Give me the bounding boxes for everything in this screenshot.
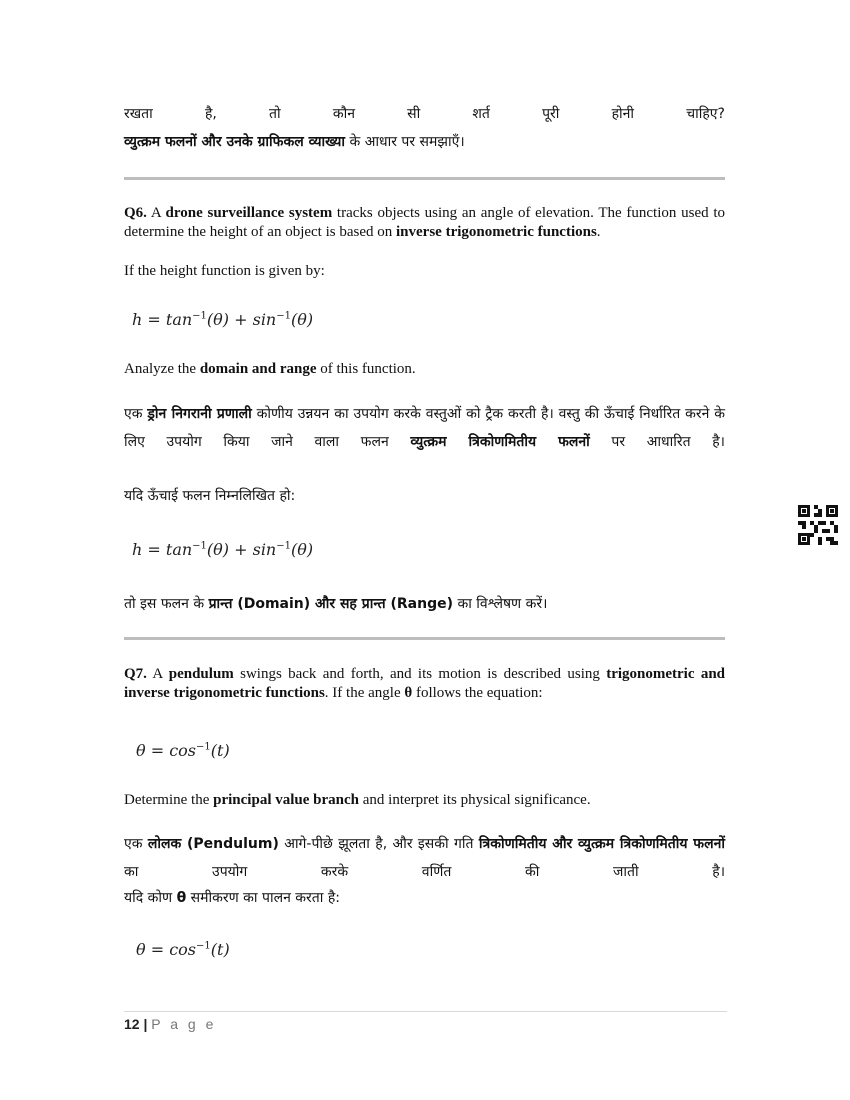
q6-bold-inverse-trig: inverse trigonometric functions [396, 224, 597, 240]
q6-hi-analyze [124, 592, 547, 616]
q7-bold-trig-functions: trigonometric and inverse trigonometric functions [124, 666, 726, 701]
word: होनी [611, 106, 635, 122]
word: रखता [124, 106, 153, 122]
text: समीकरण का पालन करता है: [186, 890, 340, 906]
text: तो इस फलन के [124, 596, 209, 612]
q6-given-text: If the height function is given by: [124, 263, 325, 279]
footer-divider [124, 1011, 727, 1012]
text: A [146, 666, 169, 682]
word: है, [204, 106, 217, 122]
eq-exponent: −1 [276, 310, 291, 322]
eq-exponent: −1 [192, 540, 207, 552]
q7-bold-principal-branch: principal value branch [213, 792, 359, 808]
word: कौन [332, 106, 355, 122]
text: एक [124, 836, 148, 852]
eq-exponent: −1 [196, 741, 211, 753]
eq-part: θ = cos [136, 741, 197, 760]
section-divider [124, 177, 725, 180]
text: swings back and forth, and its motion is described using [233, 666, 607, 682]
eq-part: (t) [210, 741, 230, 760]
text: . If the angle [324, 685, 405, 701]
text: पर आधारित है। [589, 434, 725, 450]
eq-part: h = tan [132, 310, 193, 329]
text: of this function. [316, 361, 416, 377]
top-line-1 [124, 102, 725, 126]
eq-exponent: −1 [192, 310, 207, 322]
text: Determine the [124, 792, 214, 808]
q6-equation-hi [132, 540, 313, 559]
q6-hindi-paragraph [124, 400, 725, 456]
q6-hi-bold-inverse-trig: व्युत्क्रम त्रिकोणमितीय फलनों [410, 434, 590, 450]
text: का विश्लेषण करें। [453, 596, 548, 612]
footer-separator: | [143, 1016, 148, 1032]
page-footer [124, 1016, 216, 1032]
text: एक [124, 406, 148, 422]
q6-analyze-text [124, 360, 416, 379]
eq-part: h = tan [132, 540, 193, 559]
q7-theta: θ [404, 685, 413, 701]
top-bold-phrase: व्युत्क्रम फलनों और उनके ग्राफिकल व्याख्या [124, 134, 346, 150]
word: शर्त [472, 106, 490, 122]
page-number: 12 [124, 1016, 140, 1032]
text: आगे-पीछे झूलता है, और इसकी गति [278, 836, 479, 852]
text: tracks objects using an angle of elevation. The function used to determine the height of an object is based on [124, 205, 725, 240]
q7-hi-given [124, 886, 340, 910]
text: का उपयोग करके वर्णित की जाती है। [124, 864, 725, 880]
qr-code-icon [798, 505, 838, 545]
q7-bold-pendulum: pendulum [168, 666, 234, 682]
q7-equation-hi [136, 940, 230, 959]
q6-bold-domain-range: domain and range [199, 361, 317, 377]
text: A [146, 205, 166, 221]
q6-english-paragraph [124, 204, 725, 242]
q7-determine-text [124, 791, 591, 810]
q7-hi-theta: θ [176, 890, 187, 906]
q7-english-paragraph [124, 665, 725, 703]
eq-part: θ = cos [136, 940, 197, 959]
q6-bold-drone: drone surveillance system [165, 205, 333, 221]
q7-equation-en [136, 741, 230, 760]
q7-label: Q7. [124, 666, 147, 682]
eq-exponent: −1 [196, 940, 211, 952]
text: and interpret its physical significance. [359, 792, 591, 808]
q7-hindi-paragraph [124, 830, 725, 886]
word: चाहिए? [686, 106, 725, 122]
eq-part: (θ) [290, 310, 314, 329]
text: Analyze the [124, 361, 200, 377]
q7-hi-bold-pendulum: लोलक (Pendulum) [147, 836, 279, 852]
text: follows the equation: [412, 685, 543, 701]
q6-label: Q6. [124, 205, 147, 221]
q6-hi-bold-drone: ड्रोन निगरानी प्रणाली [147, 406, 252, 422]
word: सी [407, 106, 421, 122]
eq-part: (θ) + sin [206, 310, 277, 329]
eq-part: (θ) + sin [206, 540, 277, 559]
eq-exponent: −1 [276, 540, 291, 552]
word: पूरी [542, 106, 560, 122]
text: . [596, 224, 601, 240]
q6-equation-en [132, 310, 313, 329]
q7-hi-bold-trig-functions: त्रिकोणमितीय और व्युत्क्रम त्रिकोणमितीय फलनों [478, 836, 725, 852]
text: कोणीय उन्नयन का उपयोग करके वस्तुओं को ट्रैक करती है। वस्तु की ऊँचाई निर्धारित करने के लिए उपयोग किया जाने वाला फलन [124, 406, 725, 450]
q6-hi-given: यदि ऊँचाई फलन निम्नलिखित हो: [124, 488, 296, 504]
top-rest: के आधार पर समझाएँ। [345, 134, 465, 150]
text: यदि कोण [124, 890, 177, 906]
q6-hi-bold-domain-range: प्रान्त (Domain) और सह प्रान्त (Range) [208, 596, 453, 612]
eq-part: (θ) [290, 540, 314, 559]
word: तो [269, 106, 281, 122]
section-divider [124, 637, 725, 640]
eq-part: (t) [210, 940, 230, 959]
page-label: P a g e [151, 1016, 217, 1032]
top-line-2 [124, 130, 725, 154]
